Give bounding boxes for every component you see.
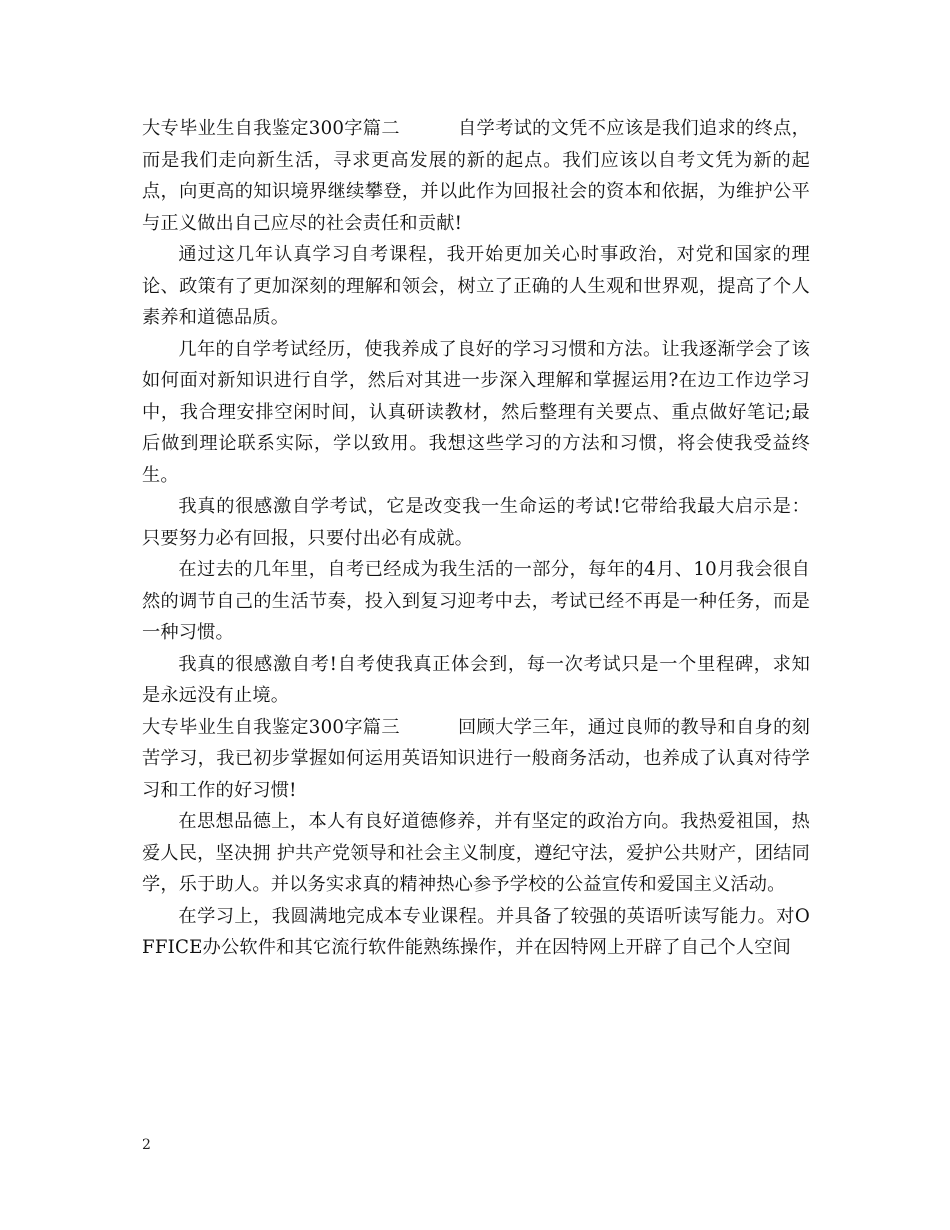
- section-three-paragraph: 在思想品德上，本人有良好道德修养，并有坚定的政治方向。我热爱祖国，热爱人民，坚决拥 护共产党领导和社会主义制度，遵纪守法，爱护公共财产，团结同学，乐于助人。并以务实求真的精神热心参予学校的公益宣传和爱国主义活动。: [142, 811, 810, 895]
- section-two-heading: 大专毕业生自我鉴定300字篇二: [142, 118, 400, 139]
- section-two-paragraph: 通过这几年认真学习自考课程，我开始更加关心时事政治，对党和国家的理论、政策有了更加深刻的理解和领会，树立了正确的人生观和世界观，提高了个人素养和道德品质。: [142, 244, 810, 328]
- section-three-lead: 回顾大学三年，通过良师的教导和自身的刻苦学习，我已初步掌握如何运用英语知识进行一般商务活动，也养成了认真对待学习和工作的好习惯!: [142, 716, 810, 801]
- document-page: [142, 113, 810, 964]
- section-two-paragraph: 几年的自学考试经历，使我养成了良好的学习习惯和方法。让我逐渐学会了该如何面对新知识进行自学，然后对其进一步深入理解和掌握运用?在边工作边学习中，我合理安排空闲时间，认真研读教材，然后整理有关要点、重点做好笔记;最后做到理论联系实际，学以致用。我想这些学习的方法和习惯，将会使我受益终生。: [142, 338, 810, 486]
- section-three-intro: [142, 712, 810, 807]
- section-two-lead: 自学考试的文凭不应该是我们追求的终点，而是我们走向新生活，寻求更高发展的新的起点。我们应该以自考文凭为新的起点，向更高的知识境界继续攀登，并以此作为回报社会的资本和依据，为维护公平与正义做出自己应尽的社会责任和贡献!: [142, 118, 810, 234]
- section-three-heading: 大专毕业生自我鉴定300字篇三: [142, 716, 400, 738]
- section-two-paragraph: 在过去的几年里，自考已经成为我生活的一部分，每年的4月、10月我会很自然的调节自己的生活节奏，投入到复习迎考中去，考试已经不再是一种任务，而是一种习惯。: [142, 559, 810, 643]
- section-three-paragraph: 在学习上，我圆满地完成本专业课程。并具备了较强的英语听读写能力。对OFFICE办公软件和其它流行软件能熟练操作，并在因特网上开辟了自己个人空间: [142, 905, 810, 958]
- section-two-paragraph: 我真的很感激自学考试，它是改变我一生命运的考试!它带给我最大启示是：只要努力必有回报，只要付出必有成就。: [142, 496, 810, 549]
- section-two-paragraph: 我真的很感激自考!自考使我真正体会到，每一次考试只是一个里程碑，求知是永远没有止境。: [142, 653, 810, 706]
- section-two-intro: [142, 113, 810, 239]
- page-number: 2: [142, 1137, 151, 1153]
